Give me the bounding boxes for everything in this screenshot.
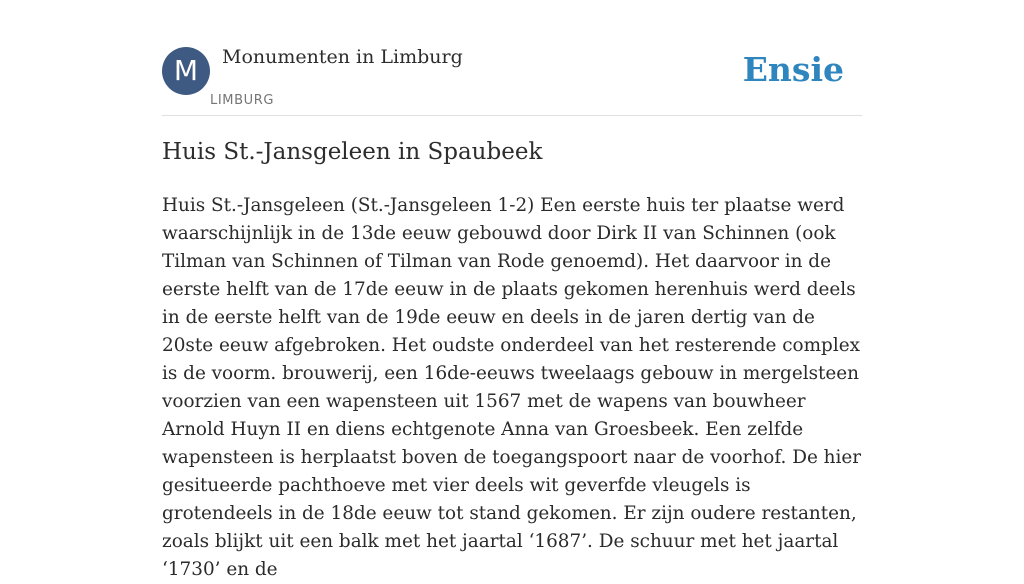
collection-avatar[interactable]: M [162,47,210,95]
collection-title[interactable]: Monumenten in Limburg [222,46,463,68]
header-divider [162,115,862,116]
article-body: Huis St.-Jansgeleen (St.-Jansgeleen 1-2) Een eerste huis ter plaatse werd waarschijnlijk in de 13de eeuw gebouwd door Dirk II van Schinnen (ook Tilman van Schinnen of Tilman van Rode genoemd). Het daarvoor in de eerste helft van de 17de eeuw in de plaats gekomen herenhuis werd deels in de eerste helft van de 19de eeuw en deels in de jaren dertig van de 20ste eeuw afgebroken. Het oudste onderdeel van het resterende complex is de voorm. brouwerij, een 16de-eeuws tweelaags gebouw in mergelsteen voorzien van een wapensteen uit 1567 met de wapens van bouwheer Arnold Huyn II en diens echtgenote Anna van Groesbeek. Een zelfde wapensteen is herplaatst boven de toegangspoort naar de voorhof. De hier gesitueerde pachthoeve met vier deels wit geverfde vleugels is grotendeels in de 18de eeuw tot stand gekomen. Er zijn oudere restanten, zoals blijkt uit een balk met het jaartal ‘1687’. De schuur met het jaartal ‘1730’ en de [162,195,862,580]
category-label[interactable]: LIMBURG [210,93,275,108]
page-header [162,40,862,116]
ensie-logo[interactable]: Ensie [742,50,844,89]
article-title: Huis St.-Jansgeleen in Spaubeek [162,139,543,165]
